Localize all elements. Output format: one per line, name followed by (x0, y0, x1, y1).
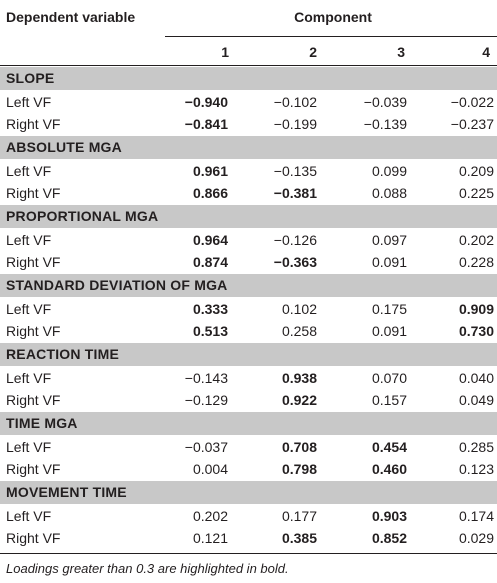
section-title: PROPORTIONAL MGA (6, 208, 159, 224)
loading-cell: 0.866 (192, 185, 228, 201)
table-row (0, 458, 497, 481)
loading-cell: 0.285 (458, 438, 494, 455)
loading-cell: 0.385 (281, 530, 317, 546)
section-title: ABSOLUTE MGA (6, 139, 122, 155)
loading-cell: 0.049 (458, 392, 494, 408)
loading-cell: −0.237 (450, 116, 494, 132)
loading-cell: 0.174 (458, 507, 494, 524)
loading-cell: 0.097 (371, 231, 407, 248)
loading-cell: 0.454 (371, 438, 407, 455)
loading-cell: 0.177 (281, 507, 317, 524)
row-label: Right VF (6, 530, 61, 546)
loading-cell: −0.129 (184, 392, 228, 408)
section-header (0, 67, 497, 90)
loading-cell: 0.874 (192, 254, 228, 270)
loading-cell: 0.099 (371, 162, 407, 179)
loading-cell: 0.091 (371, 254, 407, 270)
section-header (0, 205, 497, 228)
row-label: Left VF (6, 438, 52, 455)
section-header (0, 412, 497, 435)
table-header (0, 0, 497, 36)
row-label: Right VF (6, 185, 61, 201)
loading-cell: 0.004 (192, 461, 228, 477)
loading-cell: −0.841 (184, 116, 228, 132)
row-label: Right VF (6, 392, 61, 408)
loading-cell: 0.088 (371, 185, 407, 201)
table-row (0, 298, 497, 321)
loading-cell: 0.460 (371, 461, 407, 477)
row-label: Left VF (6, 162, 52, 179)
bottom-rule (0, 553, 497, 554)
loading-cell: −0.363 (273, 254, 317, 270)
loading-cell: 0.202 (192, 507, 228, 524)
loading-cell: 0.209 (458, 162, 494, 179)
row-label: Left VF (6, 369, 52, 386)
loading-cell: 0.922 (281, 392, 317, 408)
loading-cell: 0.513 (192, 323, 228, 339)
loading-cell: −0.199 (273, 116, 317, 132)
table-row (0, 113, 497, 136)
loading-cell: 0.091 (371, 323, 407, 339)
loading-cell: 0.040 (458, 369, 494, 386)
loading-cell: 0.175 (371, 300, 407, 317)
table-row (0, 229, 497, 252)
loading-cell: 0.903 (371, 507, 407, 524)
component-header: Component (294, 9, 372, 25)
table-row (0, 91, 497, 114)
row-label: Right VF (6, 323, 61, 339)
row-label: Left VF (6, 507, 52, 524)
loading-cell: −0.126 (273, 231, 317, 248)
loading-cell: 0.102 (281, 300, 317, 317)
loading-cell: 0.121 (192, 530, 228, 546)
table-row (0, 160, 497, 183)
loading-cell: −0.037 (184, 438, 228, 455)
loading-cell: 0.258 (281, 323, 317, 339)
section-header (0, 136, 497, 159)
section-header (0, 481, 497, 504)
loading-cell: 0.225 (458, 185, 494, 201)
row-label: Right VF (6, 254, 61, 270)
section-title: REACTION TIME (6, 346, 120, 362)
table-row (0, 527, 497, 550)
dependent-variable-header: Dependent variable (6, 9, 136, 25)
loading-cell: 0.123 (458, 461, 494, 477)
table-row (0, 505, 497, 528)
section-header (0, 343, 497, 366)
header-rule (0, 65, 497, 66)
loading-cell: 0.708 (281, 438, 317, 455)
section-header (0, 274, 497, 297)
table-row (0, 367, 497, 390)
loading-cell: 0.938 (281, 369, 317, 386)
loading-cell: −0.139 (363, 116, 407, 132)
section-title: TIME MGA (6, 415, 78, 431)
section-title: STANDARD DEVIATION OF MGA (6, 277, 228, 293)
table-row (0, 320, 497, 343)
loading-cell: −0.039 (363, 93, 407, 110)
column-number-row (0, 37, 497, 65)
loading-cell: 0.029 (458, 530, 494, 546)
loading-cell: 0.909 (458, 300, 494, 317)
loading-cell: 0.333 (192, 300, 228, 317)
loading-cell: −0.135 (273, 162, 317, 179)
section-title: SLOPE (6, 70, 55, 86)
table-row (0, 436, 497, 459)
loading-cell: −0.143 (184, 369, 228, 386)
loading-cell: 0.228 (458, 254, 494, 270)
loading-cell: 0.852 (371, 530, 407, 546)
loading-cell: 0.798 (281, 461, 317, 477)
row-label: Left VF (6, 93, 52, 110)
table-row (0, 182, 497, 205)
loading-cell: 0.730 (458, 323, 494, 339)
column-header-1: 1 (221, 44, 229, 60)
column-header-3: 3 (397, 44, 405, 60)
column-header-4: 4 (482, 44, 490, 60)
table-row (0, 251, 497, 274)
loading-cell: 0.964 (192, 231, 228, 248)
column-header-2: 2 (309, 44, 317, 60)
loading-cell: −0.022 (450, 93, 494, 110)
loading-cell: 0.961 (192, 162, 228, 179)
loading-cell: −0.381 (273, 185, 317, 201)
row-label: Right VF (6, 116, 61, 132)
loading-cell: 0.157 (371, 392, 407, 408)
row-label: Right VF (6, 461, 61, 477)
row-label: Left VF (6, 231, 52, 248)
table-row (0, 389, 497, 412)
table-footnote: Loadings greater than 0.3 are highlighted in bold. (6, 561, 289, 576)
loading-cell: 0.070 (371, 369, 407, 386)
loading-cell: −0.102 (273, 93, 317, 110)
loading-cell: 0.202 (458, 231, 494, 248)
section-title: MOVEMENT TIME (6, 484, 127, 500)
loading-cell: −0.940 (184, 93, 228, 110)
row-label: Left VF (6, 300, 52, 317)
